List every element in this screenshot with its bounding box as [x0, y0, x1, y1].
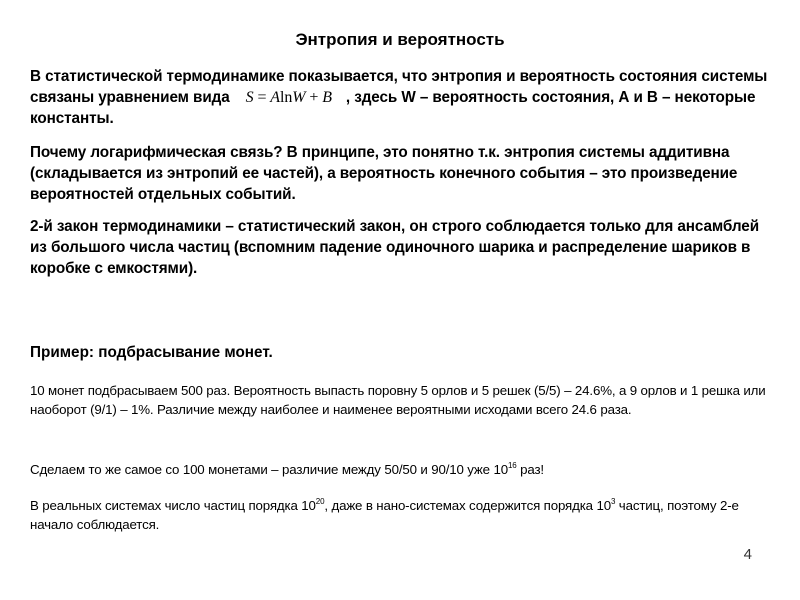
formula-ln: ln — [279, 89, 293, 106]
slide-title: Энтропия и вероятность — [295, 30, 505, 49]
example-heading: Пример: подбрасывание монет. — [30, 344, 273, 361]
exponent-20: 20 — [315, 497, 325, 506]
formula-a: A — [270, 89, 280, 106]
real-systems-text-a: В реальных системах число частиц порядка 10 — [30, 498, 316, 513]
real-systems-text-b: , даже в нано-системах содержится порядка 10 — [324, 498, 611, 513]
real-systems-text-c: частиц, поэтому 2-е начало соблюдается. — [30, 498, 739, 532]
exponent-3: 3 — [610, 497, 616, 506]
formula-w: W — [292, 89, 306, 106]
example-hundred-coins — [30, 460, 775, 479]
paragraph-logarithmic-relation: Почему логарифмическая связь? В принципе, это понятно т.к. энтропия системы аддитивна (складывается из энтропий ее частей), а вероятность конечного события – это произведение вероятностей отдельных событий. — [30, 144, 738, 203]
example-hundred-coins-tail: раз! — [516, 462, 544, 477]
example-hundred-coins-text: Сделаем то же самое со 100 монетами – различие между 50/50 и 90/10 уже 10 — [30, 462, 508, 477]
example-real-systems — [30, 496, 775, 534]
formula-s: S — [245, 89, 254, 106]
boltzmann-formula — [246, 87, 332, 108]
paragraph-second-law: 2-й закон термодинамики – статистический закон, он строго соблюдается только для ансамблей из большого числа частиц (вспомним падение одиночного шарика и распределение шариков в коробке с емкостями). — [30, 218, 760, 277]
paragraph-text-after-formula: , здесь W – вероятность состояния, А и В – некоторые константы. — [30, 89, 756, 127]
exponent-16: 16 — [507, 461, 517, 470]
formula-plus: + — [305, 89, 323, 106]
paragraph-text-before-formula: В статистической термодинамике показывается, что энтропия и вероятность состояния системы связаны уравнением вида — [30, 68, 768, 106]
formula-equals: = — [253, 89, 271, 106]
example-ten-coins: 10 монет подбрасываем 500 раз. Вероятность выпасть поровну 5 орлов и 5 решек (5/5) – 24.6%, а 9 орлов и 1 решка или наоборот (9/1) – 1%. Различие между наиболее и наименее вероятными исходами всего 24.6 раза. — [30, 383, 766, 417]
page-number: 4 — [743, 546, 752, 563]
paragraph-entropy-probability — [30, 66, 775, 129]
formula-b: B — [322, 89, 332, 106]
